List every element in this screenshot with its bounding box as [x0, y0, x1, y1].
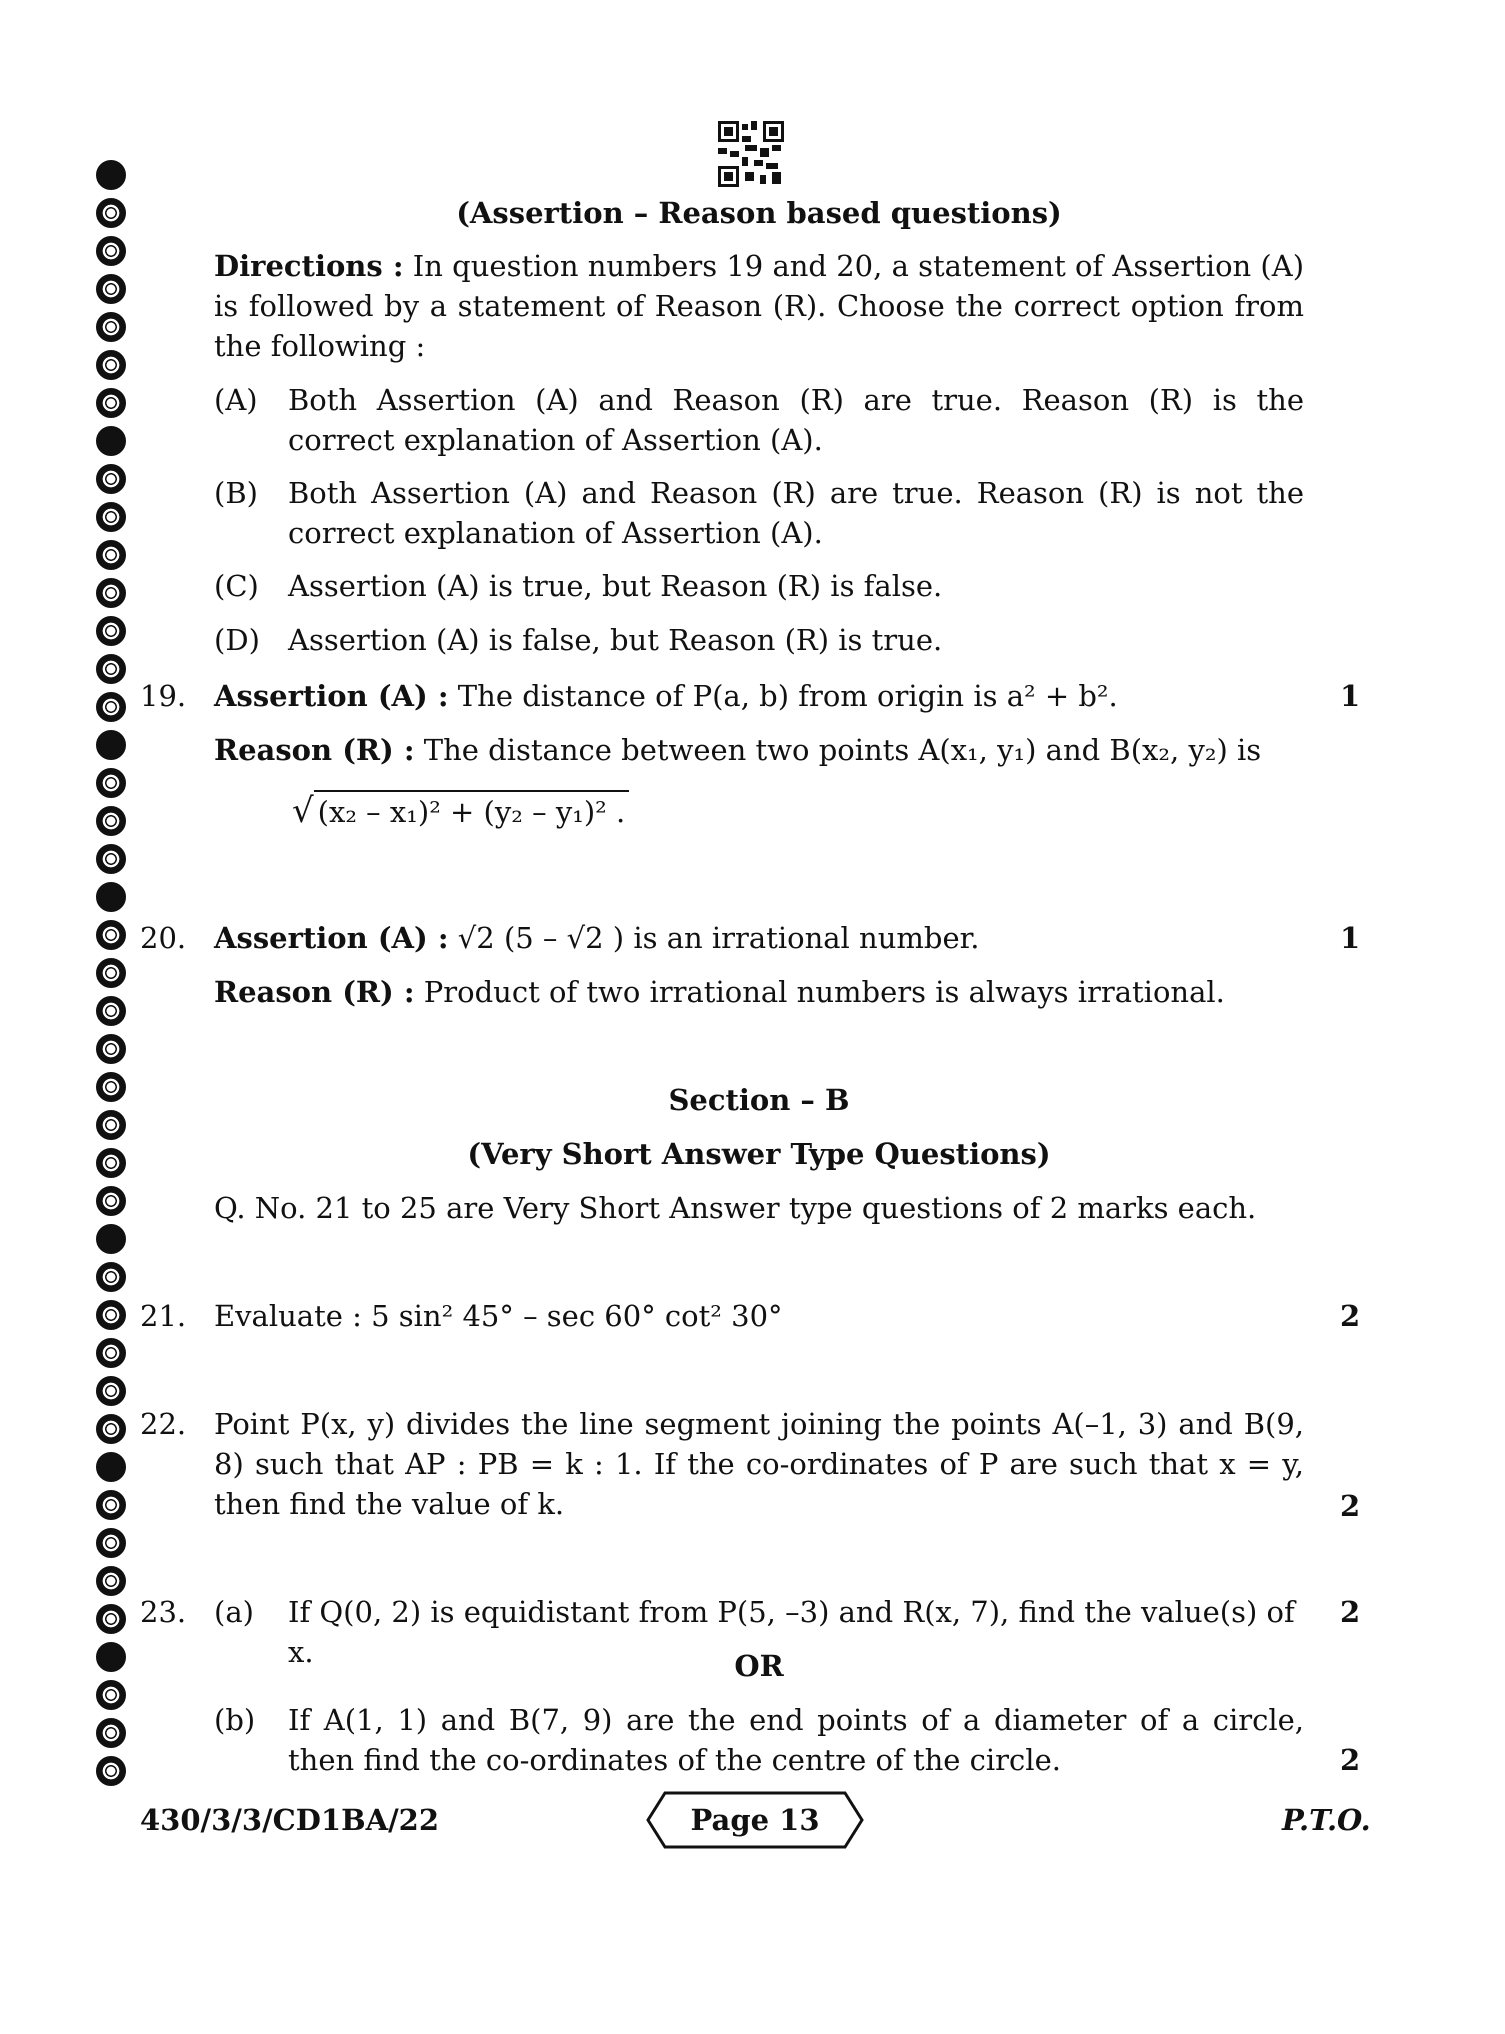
- directions-text: In question numbers 19 and 20, a statement of Assertion (A) is followed by a statement of Reason (R). Choose the correct option from the following :: [214, 249, 1305, 363]
- distance-formula: [292, 790, 629, 832]
- solid-circle-mark: [96, 730, 126, 760]
- part-label: (a): [214, 1595, 254, 1629]
- ring-circle-mark: [96, 1072, 126, 1102]
- marks: 1: [1340, 921, 1361, 955]
- ring-circle-mark: [96, 236, 126, 266]
- ring-circle-mark: [96, 1566, 126, 1596]
- page-number-badge: [645, 1790, 865, 1850]
- part-label: (b): [214, 1703, 256, 1737]
- ring-circle-mark: [96, 1300, 126, 1330]
- part-text: If Q(0, 2) is equidistant from P(5, –3) and R(x, 7), find the value(s) of x.: [288, 1595, 1295, 1669]
- ring-circle-mark: [96, 1756, 126, 1786]
- ring-circle-mark: [96, 1262, 126, 1292]
- q19-reason: [214, 730, 1304, 770]
- solid-circle-mark: [96, 1224, 126, 1254]
- option-label: (C): [214, 569, 259, 603]
- ring-circle-mark: [96, 996, 126, 1026]
- ring-circle-mark: [96, 350, 126, 380]
- ring-circle-mark: [96, 692, 126, 722]
- reason-label: Reason (R) :: [214, 975, 415, 1009]
- option-label: (A): [214, 383, 258, 417]
- assertion-reason-heading: (Assertion – Reason based questions): [456, 196, 1062, 230]
- marks: 2: [1340, 1489, 1361, 1523]
- option-label: (B): [214, 476, 258, 510]
- section-b-subtitle: (Very Short Answer Type Questions): [467, 1137, 1051, 1171]
- q21-text: Evaluate : 5 sin² 45° – sec 60° cot² 30°: [214, 1299, 783, 1333]
- ring-circle-mark: [96, 540, 126, 570]
- ring-circle-mark: [96, 844, 126, 874]
- or-separator: OR: [734, 1649, 784, 1683]
- paper-code: 430/3/3/CD1BA/22: [140, 1803, 440, 1837]
- ring-circle-mark: [96, 1490, 126, 1520]
- solid-circle-mark: [96, 426, 126, 456]
- formula-radicand: (x₂ – x₁)² + (y₂ – y₁)² .: [314, 790, 630, 832]
- section-b-instruction: Q. No. 21 to 25 are Very Short Answer type questions of 2 marks each.: [214, 1191, 1257, 1225]
- q20-reason: [214, 972, 1304, 1012]
- question-number: 23.: [140, 1595, 187, 1629]
- ring-circle-mark: [96, 1110, 126, 1140]
- q19-assertion: [214, 676, 1304, 716]
- q22-text: Point P(x, y) divides the line segment joining the points A(–1, 3) and B(9, 8) such that AP : PB = k : 1. If the co-ordinates of P are such that x = y, then find the value of k.: [214, 1407, 1304, 1521]
- qr-code: [718, 121, 784, 187]
- solid-circle-mark: [96, 160, 126, 190]
- option-text: Assertion (A) is false, but Reason (R) is true.: [288, 623, 943, 657]
- question-number: 20.: [140, 921, 187, 955]
- ring-circle-mark: [96, 1528, 126, 1558]
- question-number: 22.: [140, 1407, 187, 1441]
- directions-label: Directions :: [214, 249, 404, 283]
- option-text: Both Assertion (A) and Reason (R) are true. Reason (R) is not the correct explanation of Assertion (A).: [288, 476, 1304, 550]
- ring-circle-mark: [96, 1604, 126, 1634]
- ring-circle-mark: [96, 768, 126, 798]
- directions-paragraph: [214, 246, 1304, 366]
- marks: 2: [1340, 1743, 1361, 1777]
- reason-text: Product of two irrational numbers is always irrational.: [423, 975, 1225, 1009]
- assertion-text: The distance of P(a, b) from origin is a² + b².: [457, 679, 1118, 713]
- ring-circle-mark: [96, 1414, 126, 1444]
- ring-circle-mark: [96, 388, 126, 418]
- assertion-label: Assertion (A) :: [214, 679, 449, 713]
- marks: 2: [1340, 1595, 1361, 1629]
- ring-circle-mark: [96, 1034, 126, 1064]
- part-text: If A(1, 1) and B(7, 9) are the end points of a diameter of a circle, then find the co-ordinates of the centre of the circle.: [288, 1703, 1304, 1777]
- assertion-text: √2 (5 – √2 ) is an irrational number.: [457, 921, 980, 955]
- margin-circle-strip: [96, 160, 136, 1794]
- q20-assertion: [214, 918, 1304, 958]
- ring-circle-mark: [96, 274, 126, 304]
- ring-circle-mark: [96, 312, 126, 342]
- option-text: Both Assertion (A) and Reason (R) are true. Reason (R) is the correct explanation of Assertion (A).: [288, 383, 1304, 457]
- question-number: 21.: [140, 1299, 187, 1333]
- ring-circle-mark: [96, 578, 126, 608]
- pto-label: P.T.O.: [1282, 1803, 1371, 1837]
- ring-circle-mark: [96, 958, 126, 988]
- option-text: Assertion (A) is true, but Reason (R) is false.: [288, 569, 943, 603]
- ring-circle-mark: [96, 616, 126, 646]
- solid-circle-mark: [96, 1642, 126, 1672]
- ring-circle-mark: [96, 1186, 126, 1216]
- ring-circle-mark: [96, 1718, 126, 1748]
- ring-circle-mark: [96, 1680, 126, 1710]
- option-label: (D): [214, 623, 260, 657]
- reason-text: The distance between two points A(x₁, y₁) and B(x₂, y₂) is: [423, 733, 1262, 767]
- ring-circle-mark: [96, 920, 126, 950]
- ring-circle-mark: [96, 654, 126, 684]
- solid-circle-mark: [96, 1452, 126, 1482]
- solid-circle-mark: [96, 882, 126, 912]
- ring-circle-mark: [96, 1338, 126, 1368]
- assertion-label: Assertion (A) :: [214, 921, 449, 955]
- ring-circle-mark: [96, 464, 126, 494]
- question-number: 19.: [140, 679, 187, 713]
- page-number: Page 13: [690, 1803, 820, 1837]
- marks: 1: [1340, 679, 1361, 713]
- ring-circle-mark: [96, 806, 126, 836]
- ring-circle-mark: [96, 502, 126, 532]
- ring-circle-mark: [96, 198, 126, 228]
- sqrt-sign: √: [292, 791, 314, 831]
- reason-label: Reason (R) :: [214, 733, 415, 767]
- marks: 2: [1340, 1299, 1361, 1333]
- ring-circle-mark: [96, 1376, 126, 1406]
- section-b-title: Section – B: [668, 1083, 850, 1117]
- ring-circle-mark: [96, 1148, 126, 1178]
